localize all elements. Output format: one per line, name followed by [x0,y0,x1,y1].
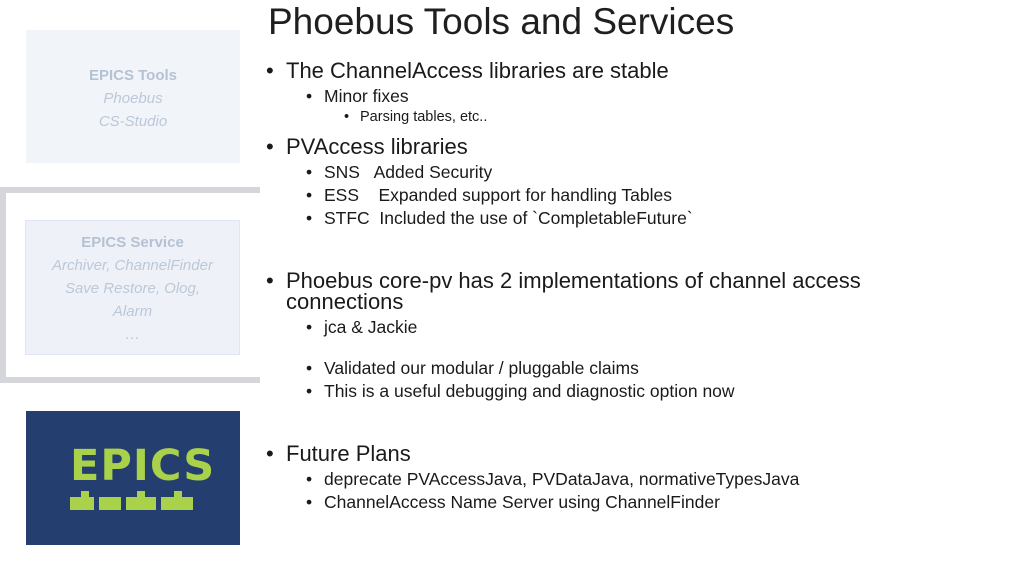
bullet-dot: • [306,208,313,228]
bullet-text: ESS Expanded support for handling Tables [324,185,672,205]
bullet-dot: • [306,492,313,512]
bullet-text: connections [286,289,404,314]
bullet-dot: • [306,358,313,378]
bullet-dot: • [266,58,274,83]
bullet-text: deprecate PVAccessJava, PVDataJava, normativeTypesJava [324,469,800,489]
service-box-line: Alarm [112,303,153,320]
bullet-l1-continuation [286,291,403,312]
bullet-text: Future Plans [286,441,411,466]
epics-logo [26,411,240,545]
service-box-line: Archiver, ChannelFinder [52,257,213,274]
service-box-line: Save Restore, Olog, [64,280,201,297]
bullet-text: PVAccess libraries [286,134,468,159]
bullet-dot: • [266,268,274,293]
bullet-l2 [306,468,799,490]
bullet-dot: • [306,317,313,337]
bullet-dot: • [266,441,274,466]
bullet-l2 [306,316,417,338]
bullet-l2 [306,491,720,513]
bullet-l2 [306,207,693,229]
bullet-l2 [306,85,409,107]
bullet-text: Parsing tables, etc.. [360,109,488,125]
bullet-l1 [266,60,669,81]
bullet-dot: • [306,381,313,401]
bullet-l2 [306,184,672,206]
bullet-dot: • [306,162,313,182]
epics-logo-mark [26,411,240,545]
bullet-text: Phoebus core-pv has 2 implementations of channel access [286,268,861,293]
bullet-l1 [266,270,861,291]
bullet-l2 [306,380,735,402]
tools-box-line: Phoebus [103,90,163,107]
bullet-dot: • [306,185,313,205]
epics-logo-text: EPICS [70,441,216,491]
bullet-text: The ChannelAccess libraries are stable [286,58,669,83]
bullet-text: jca & Jackie [324,317,418,337]
bullet-l2 [306,161,492,183]
tools-box-heading: EPICS Tools [88,67,178,84]
bullet-l1 [266,136,468,157]
epics-service-box [25,220,240,355]
bullet-dot: • [306,86,313,106]
bullet-l3 [344,107,487,127]
bullet-text: ChannelAccess Name Server using ChannelFinder [324,492,720,512]
service-box-heading: EPICS Service [81,234,184,251]
bullet-dot: • [266,134,274,159]
bullet-text: This is a useful debugging and diagnostic option now [324,381,735,401]
tools-box-line: CS-Studio [98,113,168,130]
bullet-l2 [306,357,639,379]
bullet-dot: • [306,469,313,489]
service-box-line: … [125,326,140,343]
slide-title: Phoebus Tools and Services [268,1,735,42]
bullet-dot: • [344,109,350,125]
bullet-text: Minor fixes [324,86,409,106]
epics-tools-box [26,30,240,163]
bullet-text: STFC Included the use of `CompletableFuture` [324,208,693,228]
bullet-l1 [266,443,411,464]
bullet-text: Validated our modular / pluggable claims [324,358,639,378]
bullet-text: SNS Added Security [324,162,493,182]
